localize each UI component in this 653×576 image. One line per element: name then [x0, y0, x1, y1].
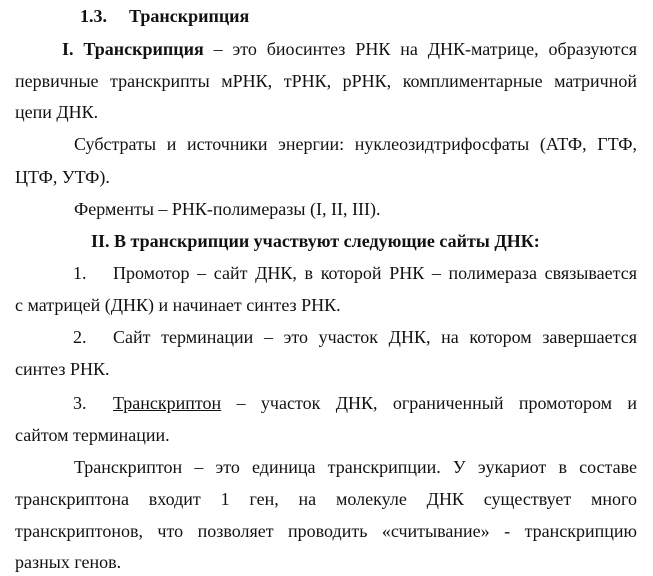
list-item-2-line1 — [73, 326, 637, 350]
para5-line3: транскриптонов, что позволяет проводить «считывание» - транскрипцию — [15, 521, 637, 541]
list-item-1-number: 1. — [73, 263, 87, 283]
para5-line1: Транскриптон – это единица транскрипции. У эукариот в составе — [74, 457, 637, 477]
para1-line3: цепи ДНК. — [15, 102, 99, 122]
list-item-1-line2: с матрицей (ДНК) и начинает синтез РНК. — [15, 295, 341, 315]
list-item-1-line1 — [73, 262, 637, 286]
list-item-2-line2: синтез РНК. — [15, 359, 110, 379]
para1-line1 — [62, 38, 637, 62]
para1-line2: первичные транскрипты мРНК, тРНК, рРНК, комплиментарные матричной — [15, 71, 637, 91]
list-item-2-text: Сайт терминации – это участок ДНК, на котором завершается — [113, 327, 637, 347]
list-item-3-text: – участок ДНК, ограниченный промотором и — [221, 393, 637, 413]
section-title: Транскрипция — [129, 6, 250, 26]
section-heading — [80, 5, 380, 29]
list-item-2-number: 2. — [73, 327, 87, 347]
list-item-3-line1 — [73, 392, 637, 416]
para5-line4: разных генов. — [15, 552, 122, 572]
para4-line1: II. В транскрипции участвуют следующие сайты ДНК: — [91, 231, 540, 251]
para3-line1: Ферменты – РНК-полимеразы (I, II, III). — [74, 199, 381, 219]
list-item-3-term: Транскриптон — [113, 393, 222, 413]
para5-line2: транскриптона входит 1 ген, на молекуле ДНК существует много — [15, 489, 637, 509]
list-item-1-text: Промотор – сайт ДНК, в которой РНК – полимераза связывается — [113, 263, 637, 283]
list-item-3-number: 3. — [73, 393, 87, 413]
para2-line1: Субстраты и источники энергии: нуклеозидтрифосфаты (АТФ, ГТФ, — [74, 134, 637, 154]
list-item-3-line2: сайтом терминации. — [15, 425, 170, 445]
section-number: 1.3. — [80, 6, 107, 26]
para2-line2: ЦТФ, УТФ). — [15, 167, 110, 187]
para1-line1-rest: – это биосинтез РНК на ДНК-матрице, образуются — [203, 39, 637, 59]
para1-lead: I. Транскрипция — [62, 39, 204, 59]
